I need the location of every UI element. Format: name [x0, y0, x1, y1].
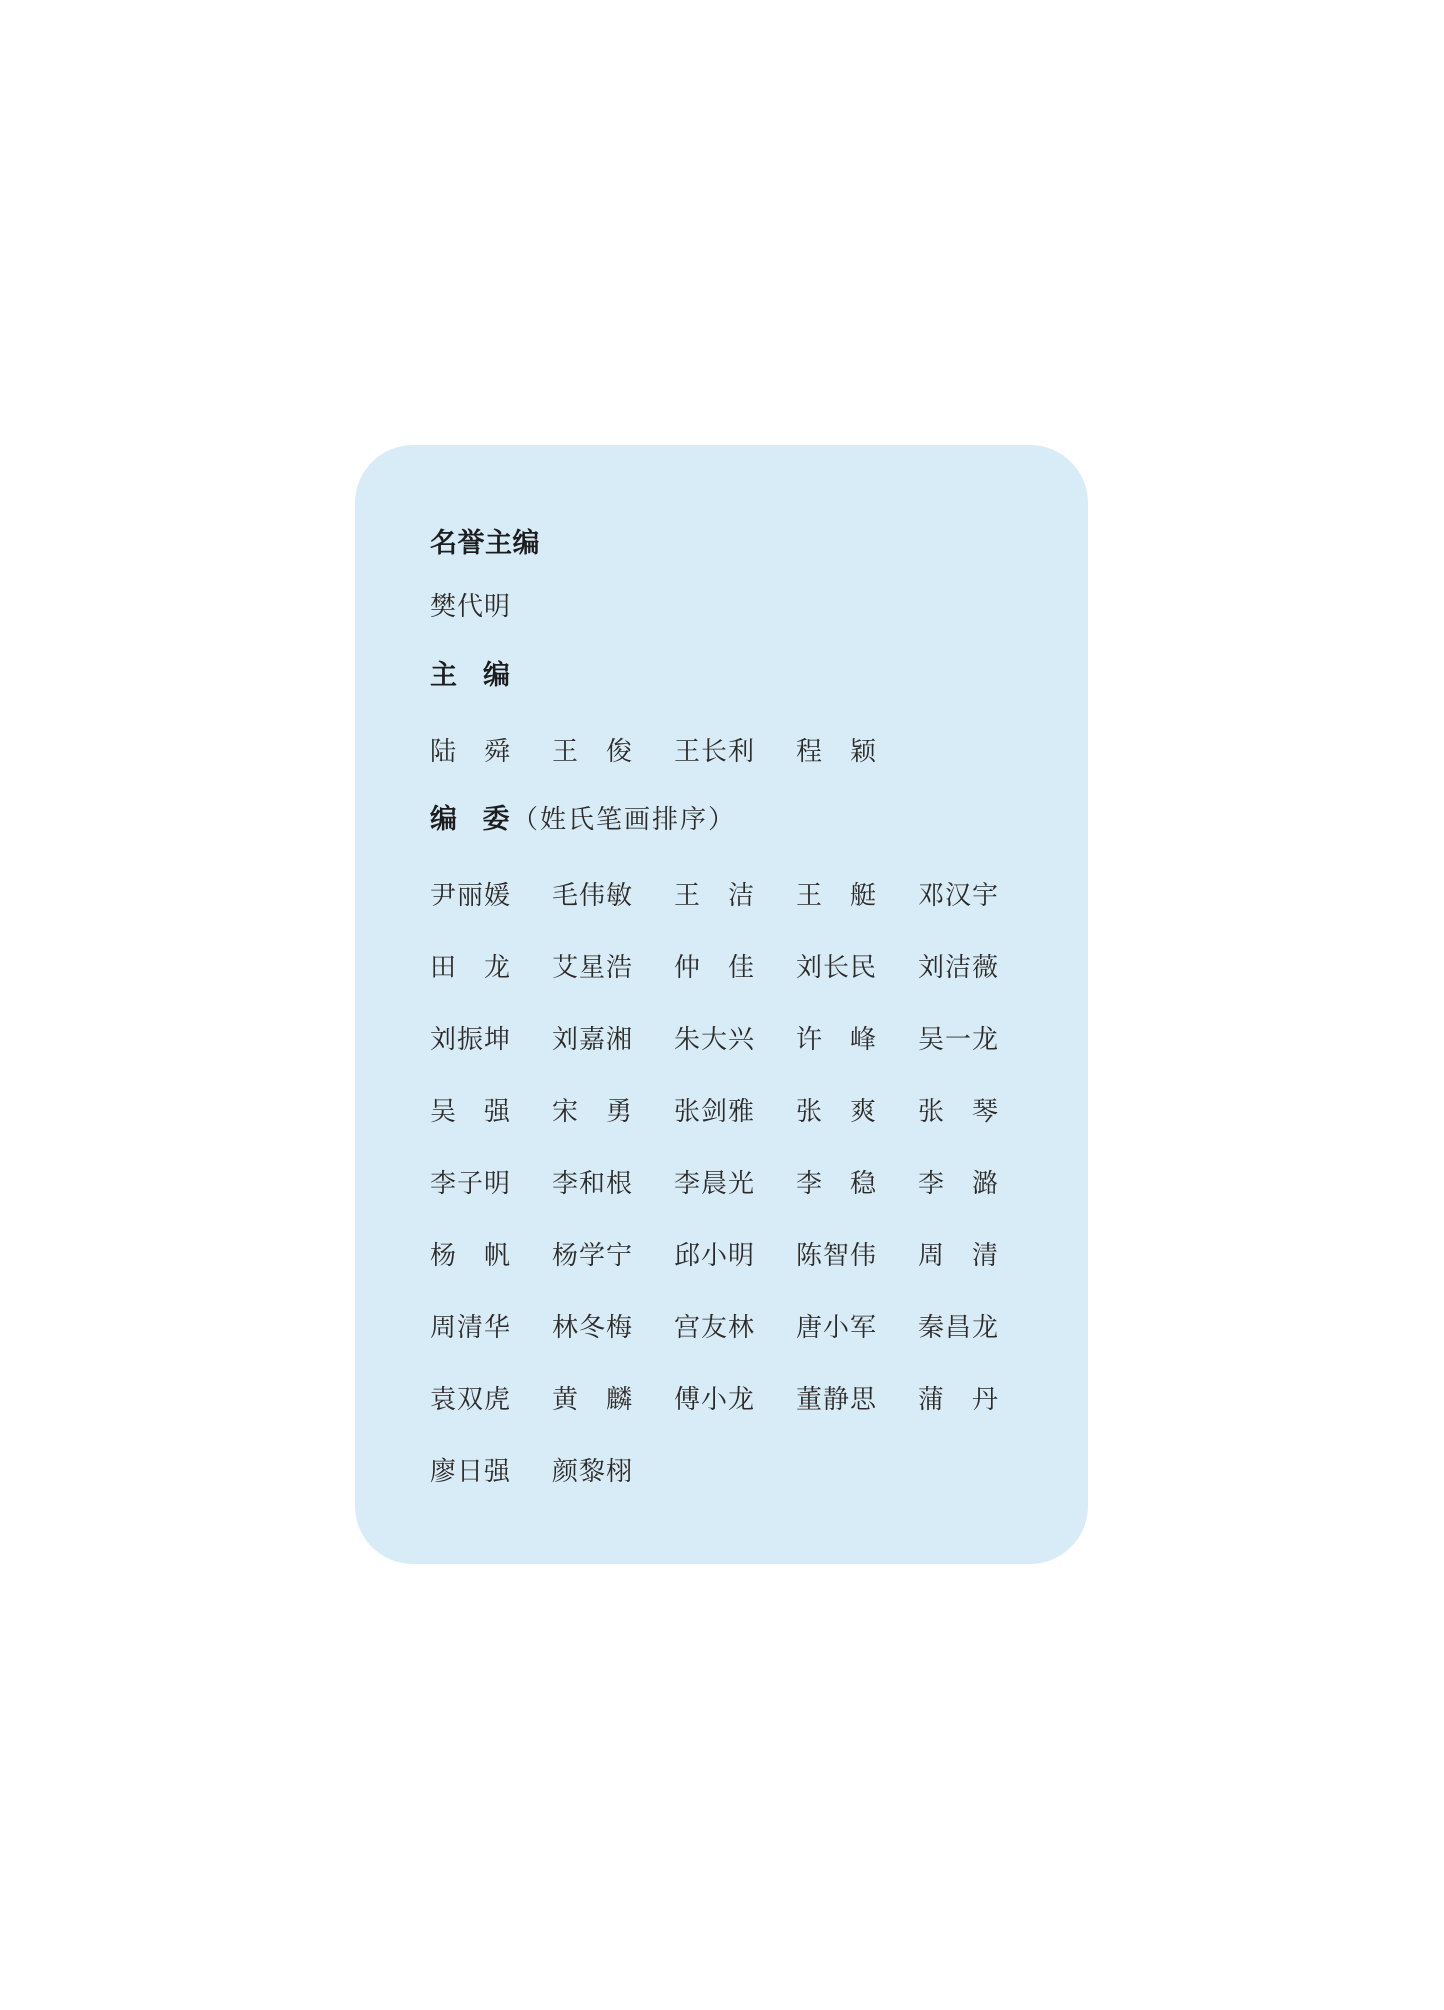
editor-name: 程颖	[796, 737, 876, 766]
board-member-name: 颜黎栩	[552, 1457, 632, 1486]
editorial-board-grid	[430, 882, 1088, 1485]
board-member-row	[430, 1314, 1088, 1341]
board-member-name: 宋勇	[552, 1097, 632, 1126]
board-member-name: 张爽	[796, 1097, 876, 1126]
board-member-name: 周清	[918, 1241, 998, 1270]
board-member-row	[430, 1170, 1088, 1197]
honorary-editor-name-line	[430, 593, 1088, 620]
board-member-name: 黄麟	[552, 1385, 632, 1414]
board-member-row	[430, 1386, 1088, 1413]
board-member-name: 吴强	[430, 1097, 510, 1126]
board-member-name: 董静思	[796, 1385, 876, 1414]
board-member-name: 宫友林	[674, 1313, 754, 1342]
board-member-row	[430, 954, 1088, 981]
board-member-name: 田龙	[430, 953, 510, 982]
board-member-row	[430, 882, 1088, 909]
board-member-name: 李和根	[552, 1169, 632, 1198]
board-member-name: 袁双虎	[430, 1385, 510, 1414]
board-member-name: 邱小明	[674, 1241, 754, 1270]
board-member-name: 张琴	[918, 1097, 998, 1126]
board-member-row	[430, 1242, 1088, 1269]
board-member-name: 仲佳	[674, 953, 754, 982]
board-member-name: 尹丽媛	[430, 881, 510, 910]
board-member-name: 李稳	[796, 1169, 876, 1198]
board-member-name: 毛伟敏	[552, 881, 632, 910]
board-member-name: 吴一龙	[918, 1025, 998, 1054]
board-member-name: 唐小军	[796, 1313, 876, 1342]
board-member-name: 李潞	[918, 1169, 998, 1198]
editorial-board-heading-label: 编委	[430, 804, 510, 834]
board-member-name: 杨帆	[430, 1241, 510, 1270]
board-member-name: 秦昌龙	[918, 1313, 998, 1342]
editorial-board-note: （姓氏笔画排序）	[512, 805, 737, 834]
board-member-row	[430, 1098, 1088, 1125]
board-member-name: 艾星浩	[552, 953, 632, 982]
board-member-name: 刘长民	[796, 953, 876, 982]
honorary-editor-name: 樊代明	[430, 592, 510, 621]
board-member-row	[430, 1458, 1088, 1485]
board-member-name: 刘嘉湘	[552, 1025, 632, 1054]
board-member-name: 王洁	[674, 881, 754, 910]
board-member-name: 蒲丹	[918, 1385, 998, 1414]
honorary-editor-heading: 名誉主编	[430, 528, 540, 558]
editor-name: 王长利	[674, 737, 754, 766]
board-member-name: 林冬梅	[552, 1313, 632, 1342]
credits-card	[355, 445, 1088, 1564]
board-member-name: 刘洁薇	[918, 953, 998, 982]
board-member-name: 张剑雅	[674, 1097, 754, 1126]
board-member-row	[430, 1026, 1088, 1053]
board-member-name: 王艇	[796, 881, 876, 910]
board-member-name: 傅小龙	[674, 1385, 754, 1414]
chief-editor-names-row	[430, 738, 1088, 765]
board-member-name: 陈智伟	[796, 1241, 876, 1270]
board-member-name: 刘振坤	[430, 1025, 510, 1054]
board-member-name: 周清华	[430, 1313, 510, 1342]
board-member-name: 邓汉宇	[918, 881, 998, 910]
board-member-name: 许峰	[796, 1025, 876, 1054]
board-member-name: 朱大兴	[674, 1025, 754, 1054]
editor-name: 王俊	[552, 737, 632, 766]
board-member-name: 杨学宁	[552, 1241, 632, 1270]
board-member-name: 廖日强	[430, 1457, 510, 1486]
editorial-board-heading-line	[430, 806, 1088, 833]
board-member-name: 李晨光	[674, 1169, 754, 1198]
editor-name: 陆舜	[430, 737, 510, 766]
board-member-name: 李子明	[430, 1169, 510, 1198]
chief-editor-heading	[430, 662, 1088, 689]
chief-editor-heading-label: 主编	[430, 660, 510, 690]
